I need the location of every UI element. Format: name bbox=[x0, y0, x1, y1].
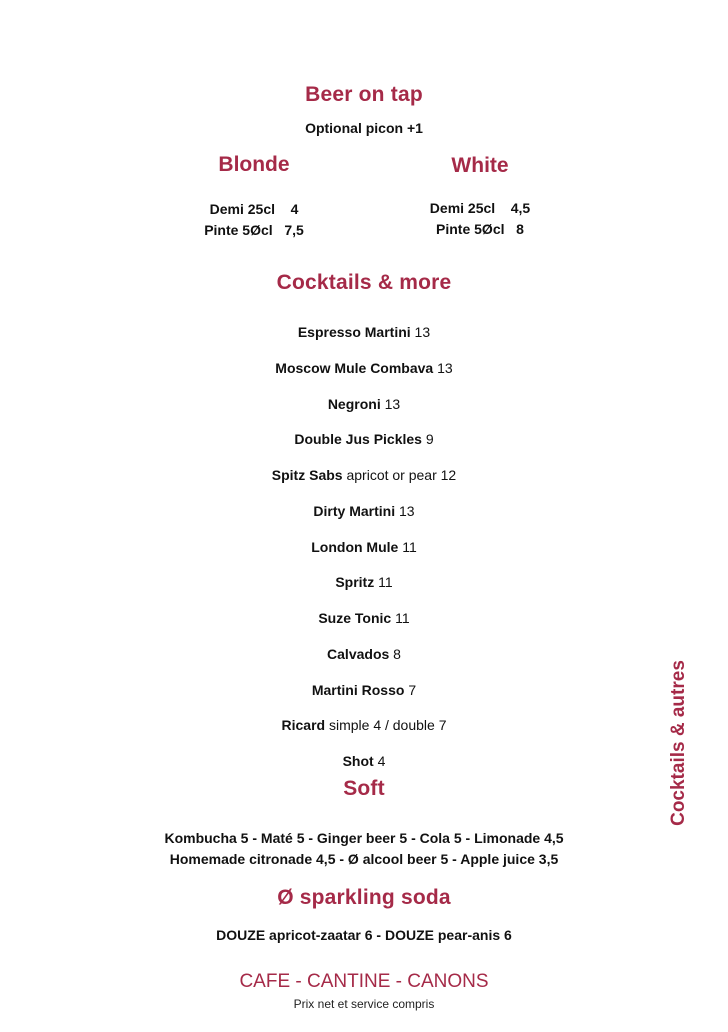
soft-line: Homemade citronade 4,5 - Ø alcool beer 5 - Apple juice 3,5 bbox=[169, 851, 559, 867]
menu-item: Espresso Martini 13 bbox=[297, 324, 431, 340]
side-label-text: Cocktails & autres bbox=[668, 659, 690, 826]
menu-item: Moscow Mule Combava 13 bbox=[275, 360, 453, 376]
menu-item: London Mule 11 bbox=[311, 539, 417, 555]
beer-subtitle: Optional picon +1 bbox=[305, 120, 423, 136]
sparkling-section-title: Ø sparkling soda bbox=[277, 886, 451, 909]
blonde-title: Blonde bbox=[218, 153, 290, 176]
sparkling-line: DOUZE apricot-zaatar 6 - DOUZE pear-anis 6 bbox=[216, 927, 512, 943]
blonde-line: Demi 25cl 4 bbox=[209, 201, 299, 217]
menu-item: Spritz 11 bbox=[335, 574, 393, 590]
footer-title: CAFE - CANTINE - CANONS bbox=[239, 971, 489, 992]
white-line: Pinte 5Øcl 8 bbox=[436, 221, 524, 237]
menu-item: Double Jus Pickles 9 bbox=[294, 431, 434, 447]
blonde-line: Pinte 5Øcl 7,5 bbox=[204, 222, 304, 238]
menu-item: Calvados 8 bbox=[327, 646, 401, 662]
footer-note: Prix net et service compris bbox=[293, 997, 435, 1011]
white-line: Demi 25cl 4,5 bbox=[429, 200, 531, 216]
beer-section-title: Beer on tap bbox=[305, 83, 423, 106]
soft-section-title: Soft bbox=[343, 777, 385, 800]
soft-line: Kombucha 5 - Maté 5 - Ginger beer 5 - Cola 5 - Limonade 4,5 bbox=[164, 830, 564, 846]
menu-item: Suze Tonic 11 bbox=[318, 610, 410, 626]
menu-item: Ricard simple 4 / double 7 bbox=[281, 717, 447, 733]
blonde-column bbox=[154, 153, 354, 241]
menu-item: Spitz Sabs apricot or pear 12 bbox=[271, 467, 457, 483]
menu-item: Shot 4 bbox=[342, 753, 386, 769]
menu-item: Negroni 13 bbox=[327, 396, 401, 412]
menu-item: Dirty Martini 13 bbox=[313, 503, 415, 519]
cocktails-section-title: Cocktails & more bbox=[276, 271, 452, 294]
side-label bbox=[664, 655, 694, 830]
menu-item: Martini Rosso 7 bbox=[311, 682, 417, 698]
white-column bbox=[380, 154, 580, 240]
white-title: White bbox=[451, 154, 509, 177]
